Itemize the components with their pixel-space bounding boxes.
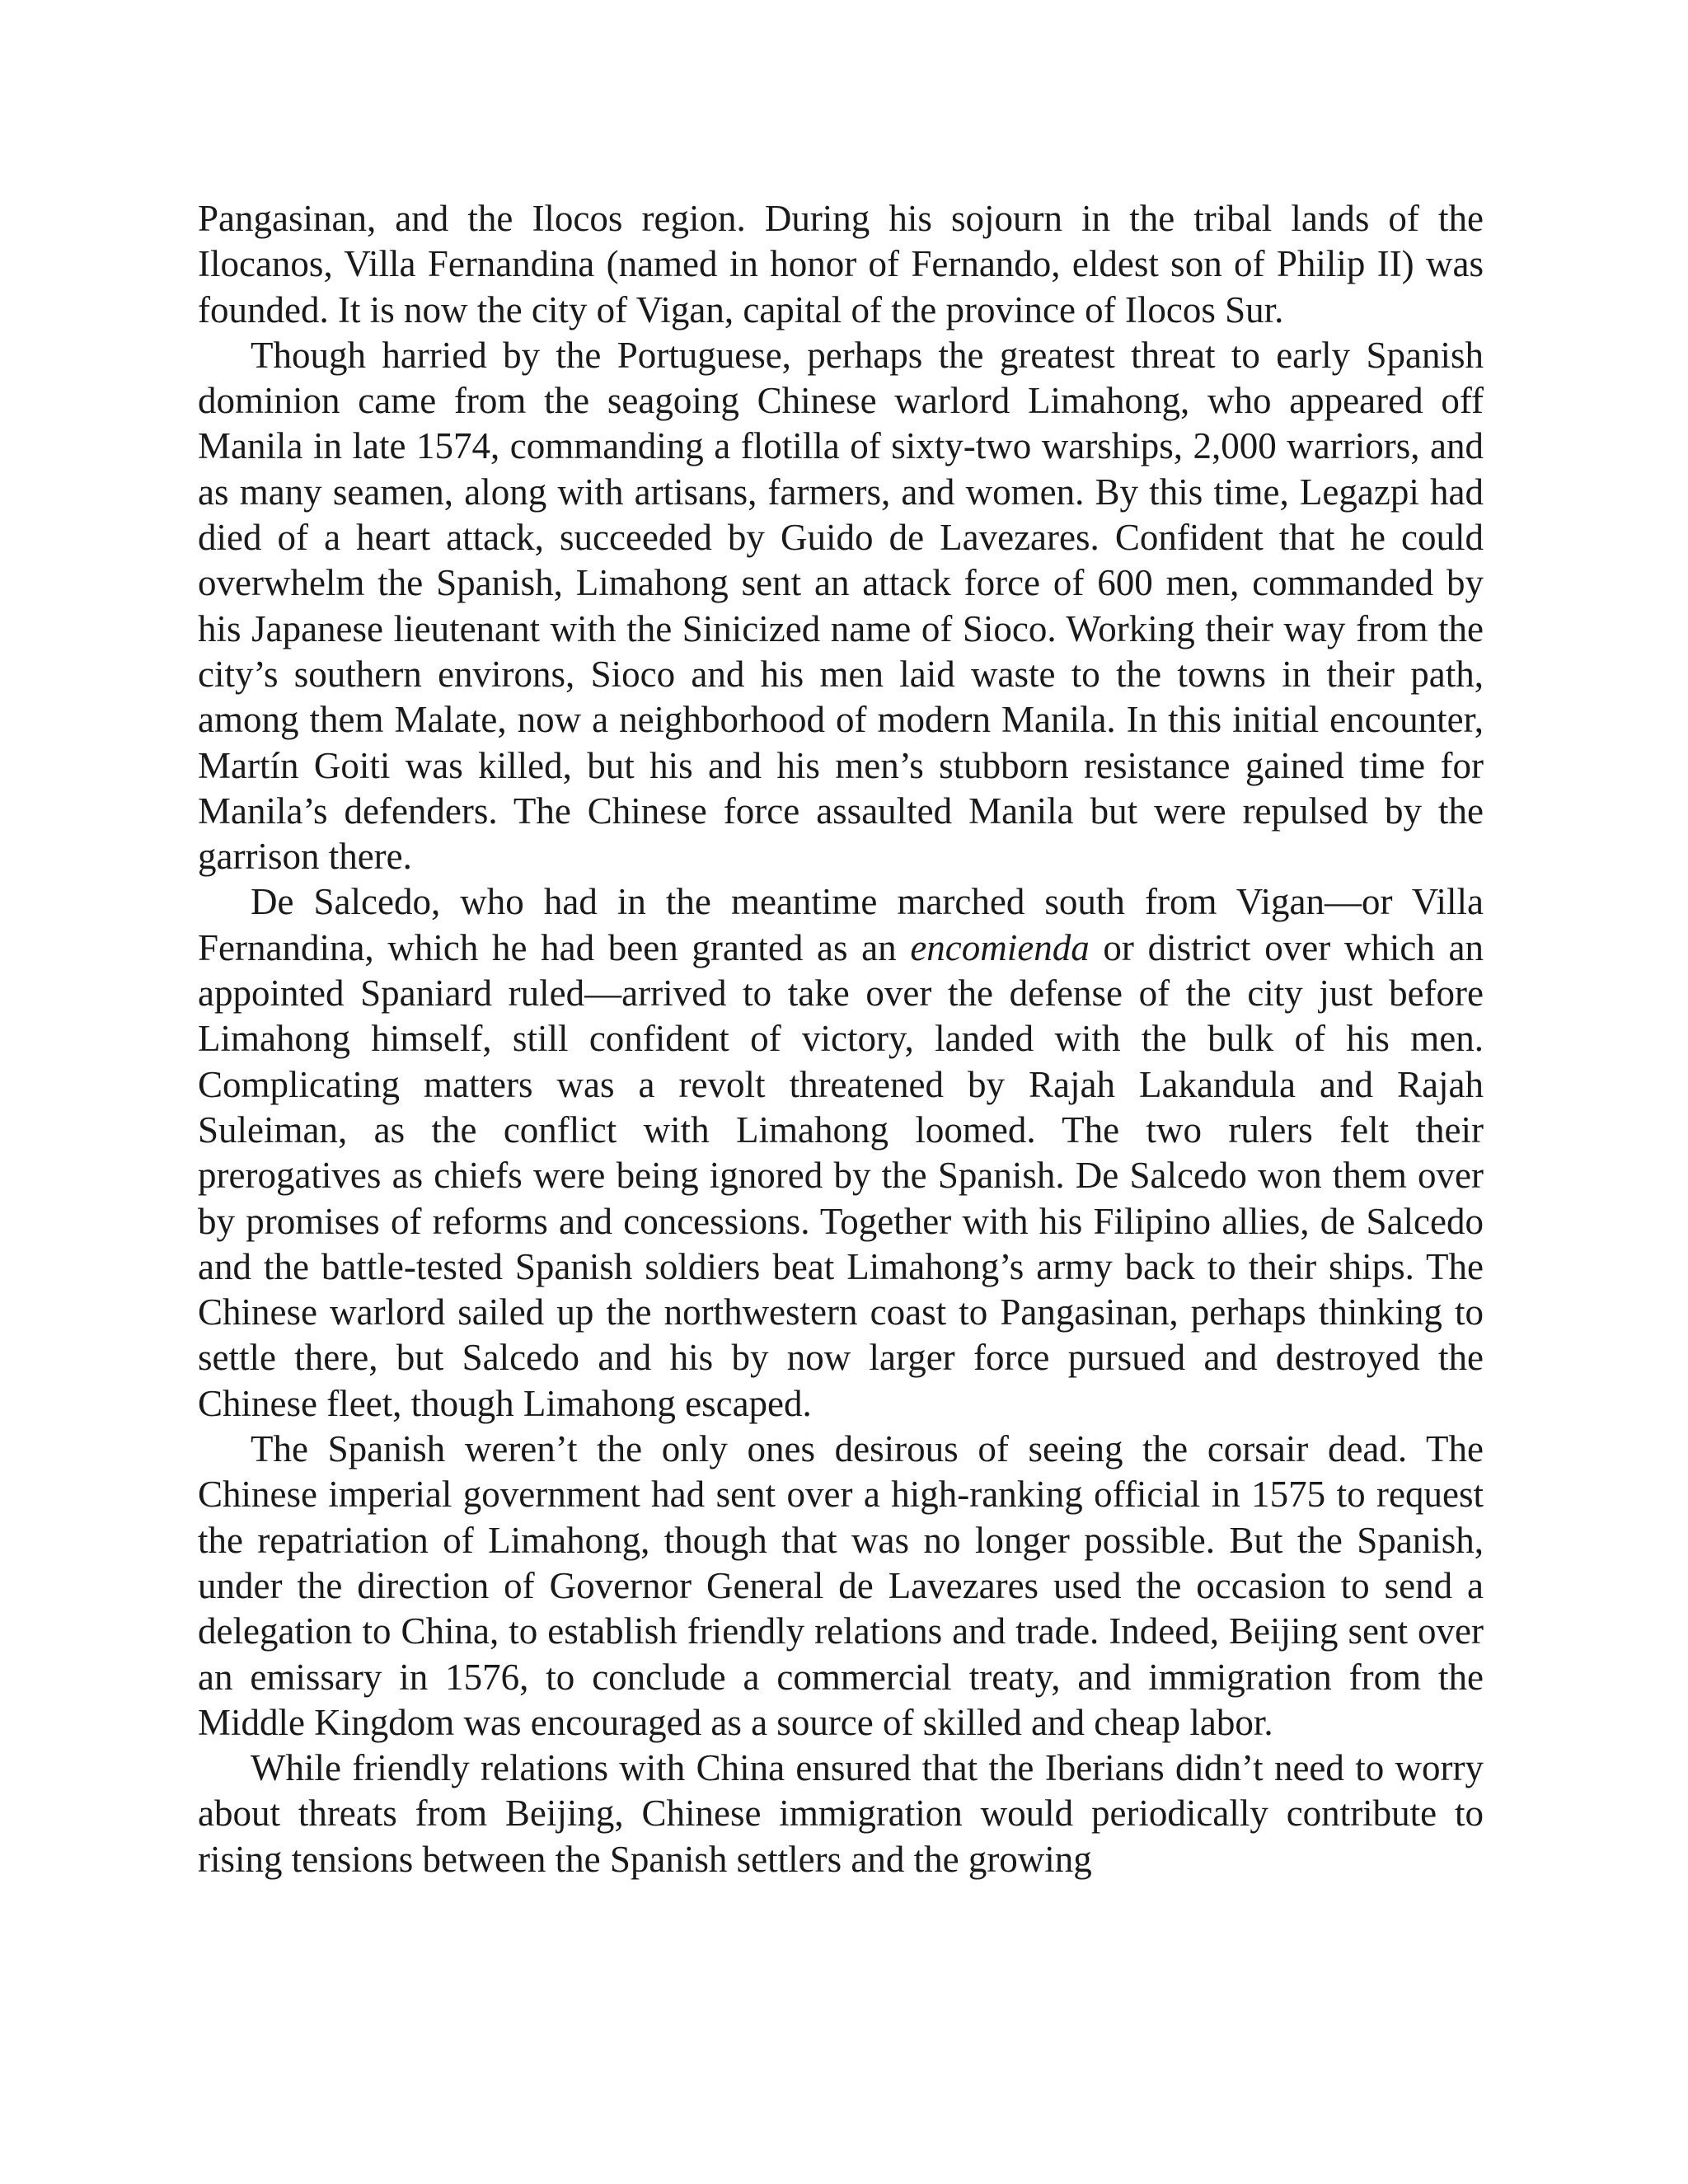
- paragraph-text-segment: or district over which an appointed Spaniard ruled—arrived to take over the defense of the city just before Limahong himself, still confident of victory, landed with the bulk of his men. Complicating matters was a revolt threatened by Rajah Lakandula and Rajah Suleiman, as the conflict with Limahong loomed. The two rulers felt their prerogatives as chiefs were being ignored by the Spanish. De Salcedo won them over by promises of reforms and concessions. Together with his Filipino allies, de Salcedo and the battle-tested Spanish soldiers beat Limahong’s army back to their ships. The Chinese warlord sailed up the northwestern coast to Pangasinan, perhaps thinking to settle there, but Salcedo and his by now larger force pursued and destroyed the Chinese fleet, though Limahong escaped.: [198, 926, 1484, 1424]
- paragraph-text-segment: De Salcedo, who had in the meantime marched south from Vigan—or Villa Fernandina, which he had been granted as an: [198, 881, 1484, 968]
- paragraph-limahong-threat: Though harried by the Portuguese, perhaps the greatest threat to early Spanish dominion came from the seagoing Chinese warlord Limahong, who appeared off Manila in late 1574, commanding a flotilla of sixty-two warships, 2,000 warriors, and as many seamen, along with artisans, farmers, and women. By this time, Legazpi had died of a heart attack, succeeded by Guido de Lavezares. Confident that he could overwhelm the Spanish, Limahong sent an attack force of 600 men, commanded by his Japanese lieutenant with the Sinicized name of Sioco. Working their way from the city’s southern environs, Sioco and his men laid waste to the towns in their path, among them Malate, now a neighborhood of modern Manila. In this initial encounter, Martín Goiti was killed, but his and his men’s stubborn resistance gained time for Manila’s defenders. The Chinese force assaulted Manila but were repulsed by the garrison there.: [198, 334, 1484, 878]
- paragraph-immigration: While friendly relations with China ensured that the Iberians didn’t need to worry about threats from Beijing, Chinese immigration would periodically contribute to rising tensions between the Spanish settlers and the growing: [198, 1747, 1484, 1880]
- emphasized-term: encomienda: [910, 926, 1090, 968]
- body-text: [198, 196, 1484, 1882]
- paragraph-de-salcedo: [198, 879, 1484, 1427]
- paragraph-chinese-relations: The Spanish weren’t the only ones desirous of seeing the corsair dead. The Chinese imperial government had sent over a high-ranking official in 1575 to request the repatriation of Limahong, though that was no longer possible. But the Spanish, under the direction of Governor General de Lavezares used the occasion to send a delegation to China, to establish friendly relations and trade. Indeed, Beijing sent over an emissary in 1576, to conclude a commercial treaty, and immigration from the Middle Kingdom was encouraged as a source of skilled and cheap labor.: [198, 1428, 1484, 1743]
- paragraph-continuation: Pangasinan, and the Ilocos region. During his sojourn in the tribal lands of the Ilocanos, Villa Fernandina (named in honor of Fernando, eldest son of Philip II) was founded. It is now the city of Vigan, capital of the province of Ilocos Sur.: [198, 198, 1484, 330]
